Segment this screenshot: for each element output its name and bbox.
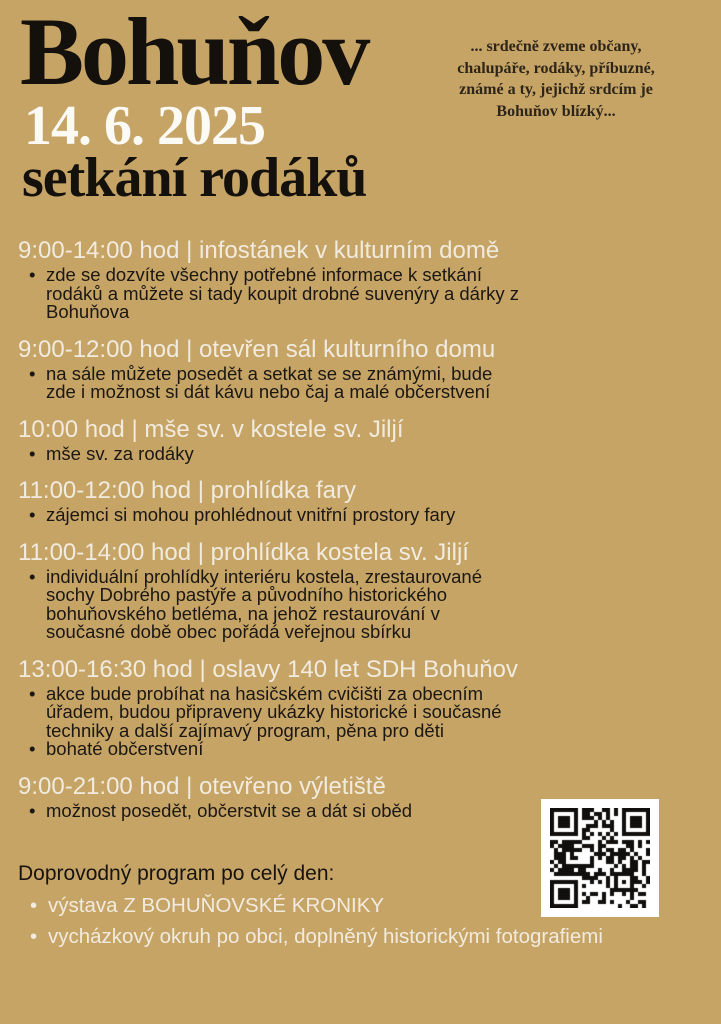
schedule-section-infostanek — [18, 238, 578, 322]
schedule-bullet: • možnost posedět, občerstvit se a dát si oběd — [18, 802, 523, 821]
qr-code — [541, 799, 659, 917]
schedule-bullet: • zde se dozvíte všechny potřebné informace k setkání rodáků a můžete si tady koupit drobné suvenýry a dárky z Bohuňova — [18, 266, 523, 322]
schedule-bullet: • zájemci si mohou prohlédnout vnitřní prostory fary — [18, 506, 523, 525]
invitation-text: ... srdečně zveme občany, chalupáře, rodáky, příbuzné, známé a ty, jejichž srdcím je Bohuňov blízký... — [457, 38, 655, 120]
program-item: • vycházkový okruh po obci, doplněný historickými fotografiemi — [18, 925, 708, 949]
poster-title: Bohuňov — [20, 0, 368, 105]
schedule-heading: 10:00 hod | mše sv. v kostele sv. Jiljí — [18, 415, 404, 443]
schedule-heading: 9:00-21:00 hod | otevřeno výletiště — [18, 772, 386, 800]
schedule-section-fara — [18, 478, 578, 525]
program-item: • výstava Z BOHUŇOVSKÉ KRONIKY — [18, 894, 708, 918]
schedule-heading: 11:00-14:00 hod | prohlídka kostela sv. Jiljí — [18, 538, 469, 566]
schedule-heading: 13:00-16:30 hod | oslavy 140 let SDH Bohuňov — [18, 655, 518, 683]
schedule-section-vyletiste — [18, 774, 578, 821]
qr-code-image — [550, 808, 650, 908]
schedule-bullet: • akce bude probíhat na hasičském cvičišti za obecním úřadem, budou připraveny ukázky historické i současné techniky a další zajímavý program, pěna pro děti — [18, 685, 523, 741]
schedule-heading: 9:00-14:00 hod | infostánek v kulturním domě — [18, 237, 500, 264]
schedule — [18, 238, 578, 835]
schedule-bullet: • bohaté občerstvení — [18, 740, 523, 759]
program-heading: Doprovodný program po celý den: — [18, 862, 335, 885]
schedule-section-kostel — [18, 540, 578, 642]
schedule-section-mse — [18, 417, 578, 464]
event-date: 14. 6. 2025 — [24, 95, 265, 157]
schedule-bullet: • na sále můžete posedět a setkat se se známými, bude zde i možnost si dát kávu nebo čaj a malé občerstvení — [18, 365, 523, 402]
schedule-section-sal — [18, 337, 578, 402]
poster-subtitle: setkání rodáků — [22, 147, 367, 209]
schedule-bullet: • individuální prohlídky interiéru kostela, zrestaurované sochy Dobrého pastýře a původního historického bohuňovského betléma, na jehož restaurování v současné době obec pořádá veřejnou sbírku — [18, 568, 523, 642]
schedule-heading: 9:00-12:00 hod | otevřen sál kulturního domu — [18, 335, 496, 363]
schedule-section-sdh — [18, 657, 578, 759]
schedule-bullet: • mše sv. za rodáky — [18, 445, 523, 464]
schedule-heading: 11:00-12:00 hod | prohlídka fary — [18, 477, 357, 504]
